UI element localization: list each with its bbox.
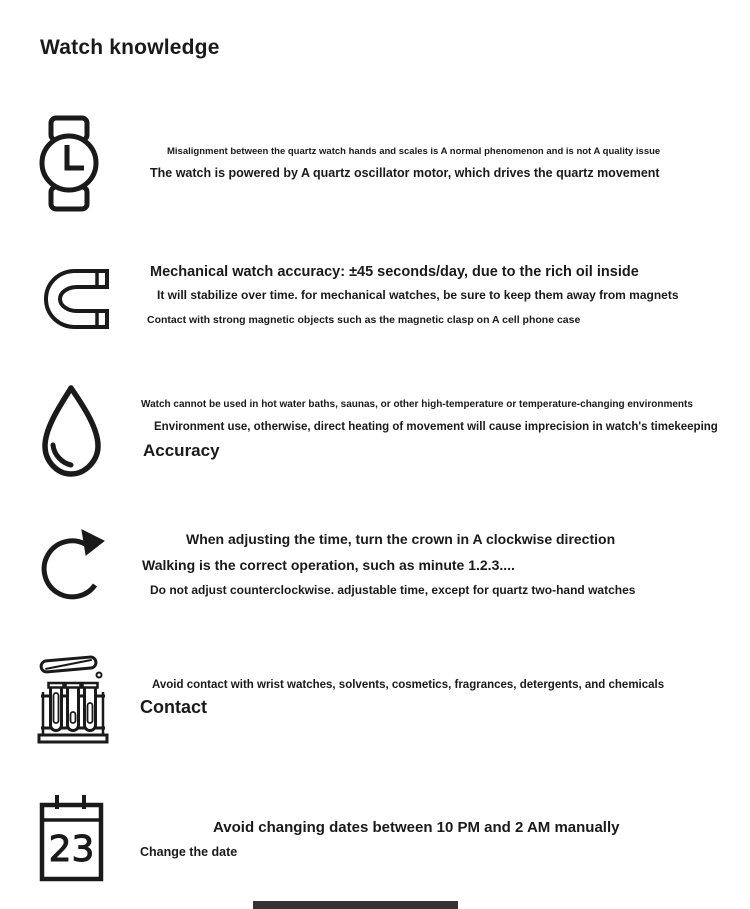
section3-line2: Environment use, otherwise, direct heating of movement will cause imprecision in watch's timekeeping bbox=[154, 421, 718, 433]
section3-line1: Watch cannot be used in hot water baths, saunas, or other high-temperature or temperature-changing environments bbox=[141, 399, 693, 410]
section4-line3: Do not adjust counterclockwise. adjustable time, except for quartz two-hand watches bbox=[150, 583, 636, 597]
magnet-icon bbox=[42, 267, 110, 331]
section5-line2: Contact bbox=[140, 697, 207, 717]
page-title: Watch knowledge bbox=[40, 36, 220, 59]
section2-line2: It will stabilize over time. for mechanical watches, be sure to keep them away from magnets bbox=[157, 288, 679, 302]
section1-line2: The watch is powered by A quartz oscillator motor, which drives the quartz movement bbox=[150, 166, 660, 180]
water-drop-icon bbox=[38, 383, 105, 480]
section5-line1: Avoid contact with wrist watches, solvents, cosmetics, fragrances, detergents, and chemicals bbox=[152, 679, 665, 691]
section4-line2: Walking is the correct operation, such as minute 1.2.3.... bbox=[142, 557, 515, 573]
bottom-divider-bar bbox=[253, 901, 458, 909]
section4-line1: When adjusting the time, turn the crown in A clockwise direction bbox=[186, 531, 616, 547]
section6-line1: Avoid changing dates between 10 PM and 2 AM manually bbox=[213, 819, 620, 836]
calendar-day: 23 bbox=[48, 829, 95, 870]
test-tubes-icon bbox=[36, 648, 110, 745]
section3-line3: Accuracy bbox=[143, 441, 220, 460]
section2-line1: Mechanical watch accuracy: ±45 seconds/day, due to the rich oil inside bbox=[150, 264, 639, 280]
section6-line2: Change the date bbox=[140, 845, 238, 859]
section2-line3: Contact with strong magnetic objects such as the magnetic clasp on A cell phone case bbox=[147, 314, 581, 326]
section1-line1: Misalignment between the quartz watch hands and scales is A normal phenomenon and is not A quality issue bbox=[167, 146, 661, 157]
clockwise-rotate-icon bbox=[40, 524, 108, 610]
wristwatch-icon bbox=[38, 115, 100, 212]
calendar-icon bbox=[38, 792, 105, 883]
